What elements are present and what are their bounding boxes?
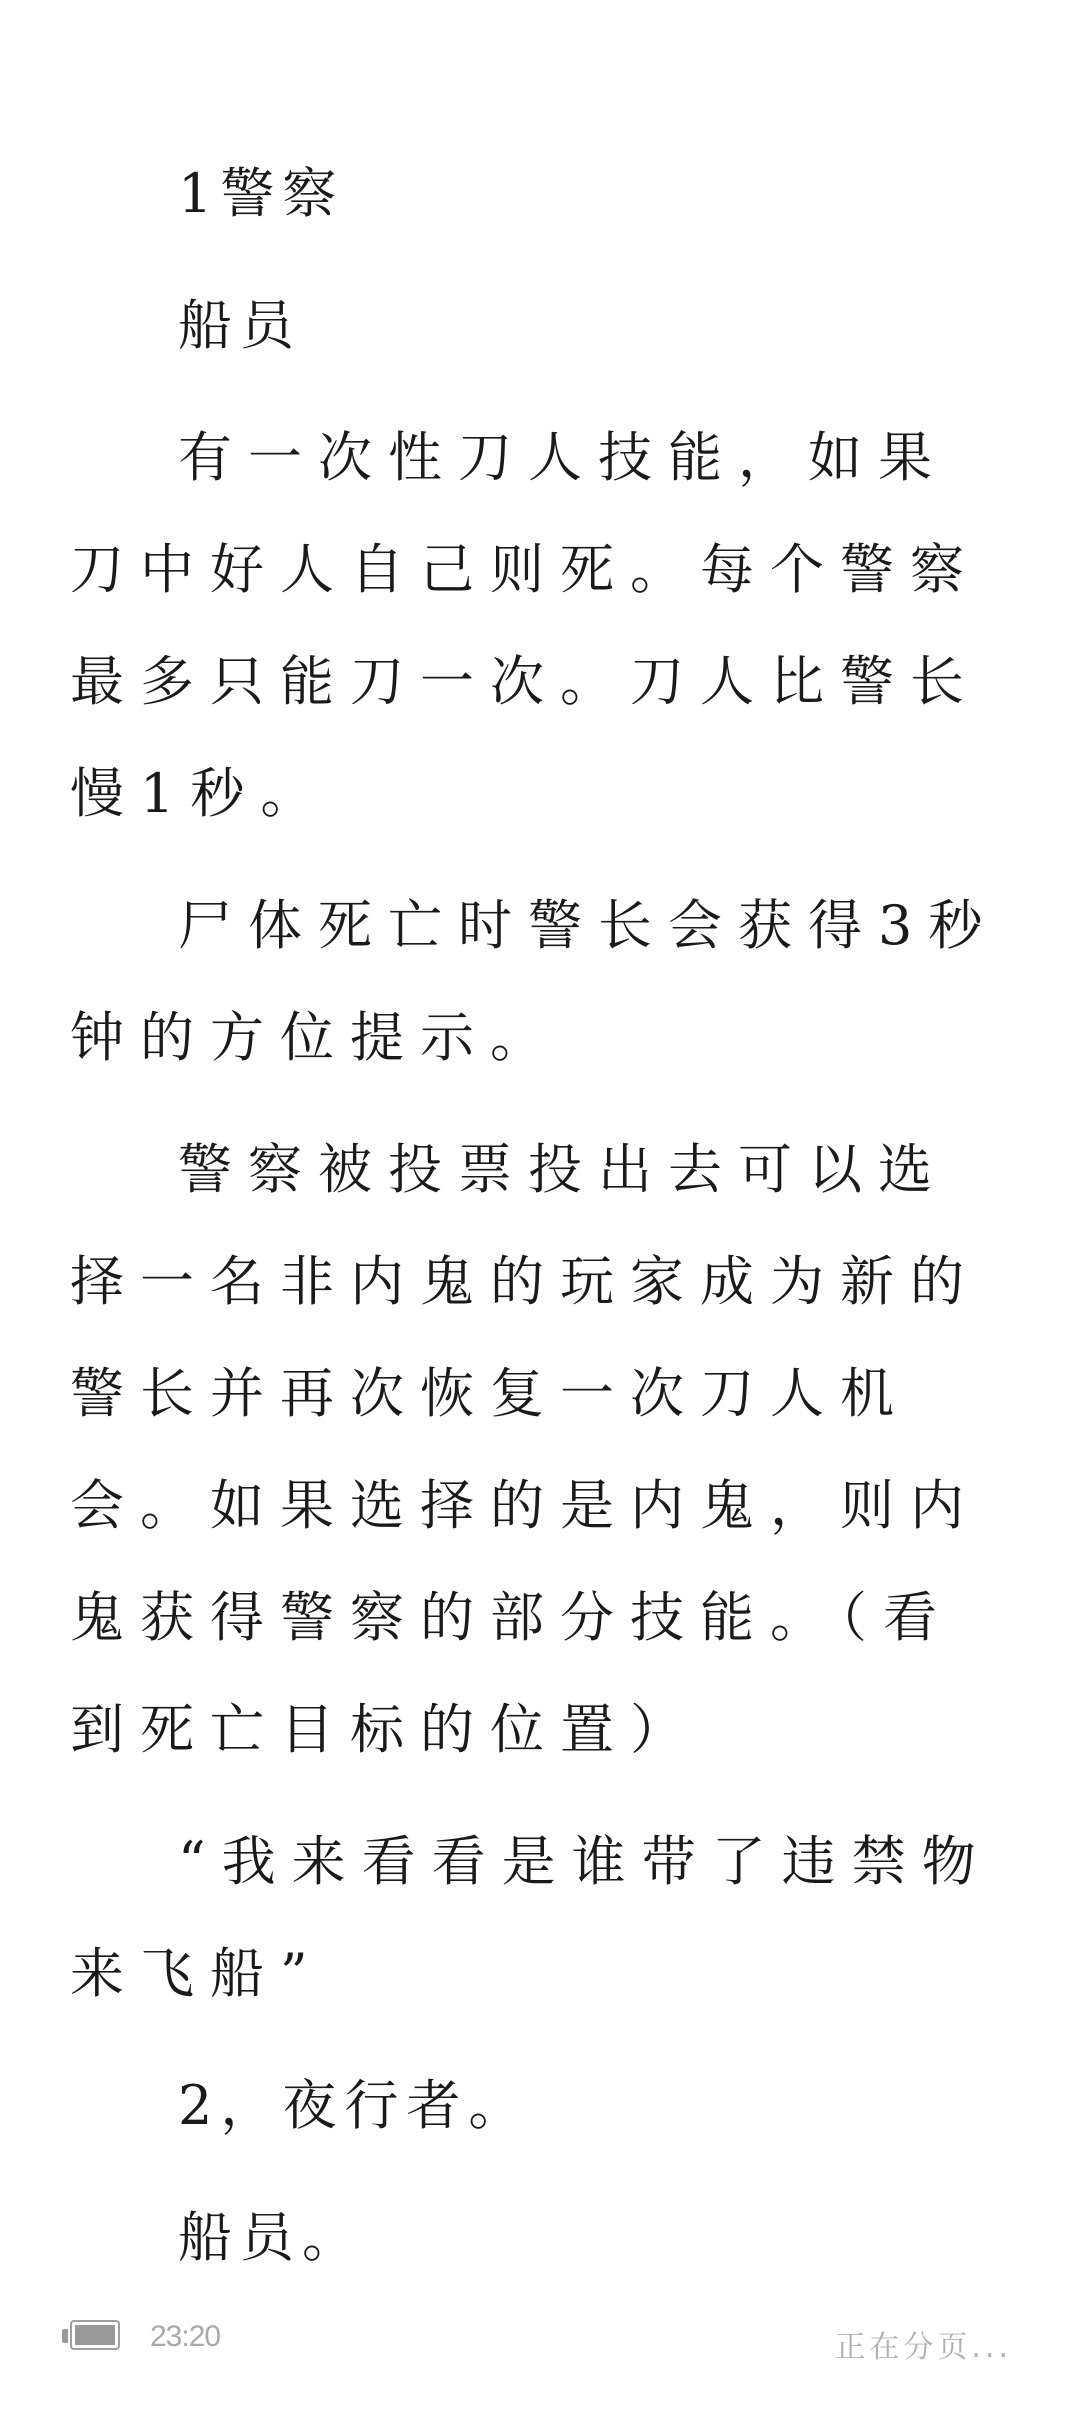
paragraph-5: 警察被投票投出去可以选择一名非内鬼的玩家成为新的警长并再次恢复一次刀人机会。如果选择的是内鬼，则内鬼获得警察的部分技能。（看到死亡目标的位置） — [70, 1138, 980, 1761]
battery-icon — [62, 2320, 122, 2352]
paragraph-1: 1警察 — [178, 162, 345, 225]
paragraph-3: 有一次性刀人技能，如果刀中好人自己则死。每个警察最多只能刀一次。刀人比警长慢1秒。 — [70, 426, 980, 825]
paragraph-8: 船员。 — [178, 2206, 364, 2269]
paragraph-7: 2，夜行者。 — [178, 2074, 531, 2137]
paging-status: 正在分页... — [835, 2330, 1012, 2365]
chapter-content — [70, 138, 1015, 2290]
paragraph-4: 尸体死亡时警长会获得3秒钟的方位提示。 — [70, 894, 999, 1069]
paragraph-2: 船员 — [178, 294, 302, 357]
status-time: 23:20 — [150, 2320, 221, 2353]
paragraph-6: “我来看看是谁带了违禁物来飞船” — [70, 1830, 992, 2005]
reader-status-bar — [0, 2302, 1080, 2412]
